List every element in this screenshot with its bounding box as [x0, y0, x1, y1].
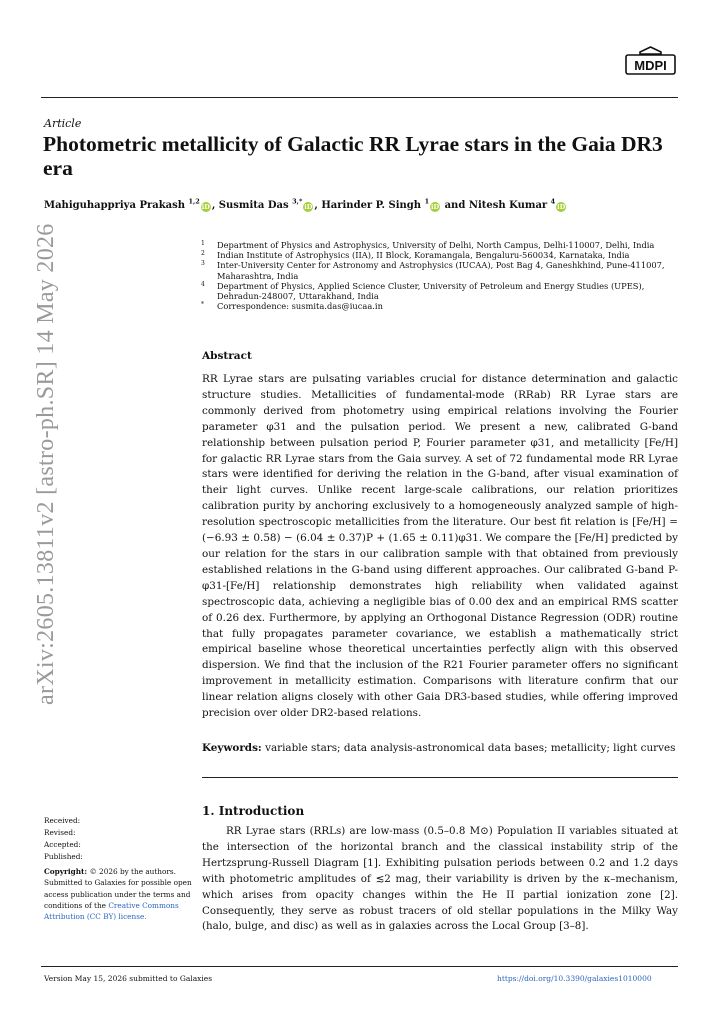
affiliation-text: Inter-University Center for Astronomy and Astrophysics (IUCAA), Post Bag 4, Ganeshkhind, Pune-411007, Maharashtra, India — [217, 260, 665, 281]
affiliation-text: Department of Physics and Astrophysics, University of Delhi, North Campus, Delhi-110007, Delhi, India — [217, 240, 655, 250]
mdpi-logo — [624, 46, 677, 78]
abstract-heading: Abstract — [202, 350, 252, 362]
received-label: Received: — [44, 816, 81, 825]
license-link[interactable]: Creative Commons Attribution (CC BY) license. — [44, 900, 179, 922]
author-name: Susmita Das — [218, 200, 289, 211]
affiliation-number: 3 — [201, 260, 205, 268]
correspondence-item — [201, 301, 681, 311]
introduction-paragraph: RR Lyrae stars (RRLs) are low-mass (0.5–0.8 M⊙) Population II variables situated at the intersection of the horizontal branch and the classical instability strip of the Hertzsprung-Russell Diagram [1]. Exhibiting pulsation periods between 0.2 and 1.2 days with photometric amplitudes of ≲2 mag, their variability is driven by the κ–mechanism, which arises from opacity changes within the He II partial ionization zone [2]. Consequently, they serve as robust tracers of old stellar populations in the Milky Way (halo, bulge, and disc) as well as in galaxies across the Local Group [3–8]. — [202, 825, 678, 933]
affiliation-number: * — [201, 301, 204, 309]
abstract-text: RR Lyrae stars are pulsating variables crucial for distance determination and galactic structure studies. Metallicities of fundamental-mode (RRab) RR Lyrae stars are commonly derived from photometry using empirical relations involving the Fourier parameter φ31 and the pulsation period. We present a new, calibrated G-band relationship between pulsation period P, Fourier parameter φ31, and metallicity [Fe/H] for galactic RR Lyrae stars from the Gaia survey. A set of 72 fundamental mode RR Lyrae stars were identified for deriving the relation in the G-band, after visual examination of their light curves. Unlike recent large-scale calibrations, our relation prioritizes calibration purity by anchoring exclusively to a homogeneously analyzed sample of high-resolution spectroscopic metallicities from the literature. Our best fit relation is [Fe/H] = (−6.93 ± 0.58) − (6.04 ± 0.37)P + (1.65 ± 0.11)φ31. We compare the [Fe/H] predicted by our relation for the stars in our calibration sample with that obtained from previously established relations in the G-band using different approaches. Our calibrated G-band P-φ31-[Fe/H] relationship demonstrates high reliability when validated against spectroscopic data, achieving a negligible bias of 0.00 dex and an empirical RMS scatter of 0.26 dex. Furthermore, by applying an Orthogonal Distance Regression (ODR) routine that fully propagates parameter covariance, we establish a mathematically strict empirical baseline whose theoretical uncertainties perfectly align with this observed dispersion. We find that the inclusion of the R21 Fourier parameter offers no significant improvement in metallicity estimation. Comparisons with literature confirm that our linear relation aligns closely with other Gaia DR3-based studies, while offering improved precision over older DR2-based relations. — [202, 373, 678, 720]
affiliation-item — [201, 281, 681, 301]
paper-title: Photometric metallicity of Galactic RR Lyrae stars in the Gaia DR3 era — [43, 132, 663, 180]
accepted-label: Accepted: — [44, 840, 81, 849]
doi-link[interactable]: https://doi.org/10.3390/galaxies1010000 — [497, 974, 652, 983]
orcid-icon[interactable]: iD — [557, 203, 566, 211]
orcid-icon[interactable]: iD — [304, 203, 313, 211]
keywords-label: Keywords: — [202, 742, 262, 754]
affiliation-number: 2 — [201, 250, 205, 258]
author-affil-sup: 3,* — [292, 197, 303, 206]
published-label: Published: — [44, 852, 83, 861]
arxiv-identifier: arXiv:2605.13811v2 [astro-ph.SR] 14 May 2026 — [33, 223, 59, 705]
affiliation-number: 4 — [201, 280, 205, 288]
author-name: Mahiguhappriya Prakash — [44, 200, 186, 211]
copyright-notice — [44, 866, 194, 922]
affiliation-item — [201, 260, 681, 280]
author-separator: , — [211, 200, 219, 211]
publication-info-sidebar — [44, 815, 194, 922]
author-separator: and — [441, 200, 469, 211]
affiliation-item — [201, 250, 681, 260]
author-name: Harinder P. Singh — [321, 200, 422, 211]
affiliation-text: Department of Physics, Applied Science Cluster, University of Petroleum and Energy Studies (UPES), Dehradun-248007, Uttarakhand, India — [217, 280, 645, 302]
affiliation-list — [201, 240, 681, 311]
author-separator: , — [314, 200, 322, 211]
affiliation-item — [201, 240, 681, 250]
keywords — [202, 742, 675, 754]
copyright-text: © 2026 by the authors. Submitted to Galaxies for possible open access publication under the terms and conditions of the — [44, 867, 192, 910]
keywords-text: variable stars; data analysis-astronomical data bases; metallicity; light curves — [265, 742, 676, 754]
orcid-icon[interactable]: iD — [201, 203, 210, 211]
affiliation-number: 1 — [201, 240, 205, 247]
copyright-label: Copyright: — [44, 867, 88, 876]
affiliation-text: Indian Institute of Astrophysics (IIA), II Block, Koramangala, Bengaluru-560034, Karnataka, India — [217, 250, 630, 261]
author-name: Nitesh Kumar — [468, 200, 548, 211]
header-rule — [41, 97, 678, 98]
author-list — [44, 197, 567, 212]
author-affil-sup: 4 — [550, 197, 556, 206]
author-affil-sup: 1 — [424, 197, 430, 206]
abstract-rule — [202, 777, 678, 778]
section-heading-introduction: 1. Introduction — [202, 804, 305, 818]
author-affil-sup: 1,2 — [188, 197, 200, 206]
correspondence-text: Correspondence: susmita.das@iucaa.in — [217, 301, 383, 312]
mdpi-logo-text: MDPI — [634, 58, 667, 73]
footer-rule — [41, 966, 678, 967]
revised-label: Revised: — [44, 828, 76, 837]
footer-version: Version May 15, 2026 submitted to Galaxies — [44, 974, 213, 983]
article-type: Article — [44, 117, 82, 130]
orcid-icon[interactable]: iD — [431, 203, 440, 211]
